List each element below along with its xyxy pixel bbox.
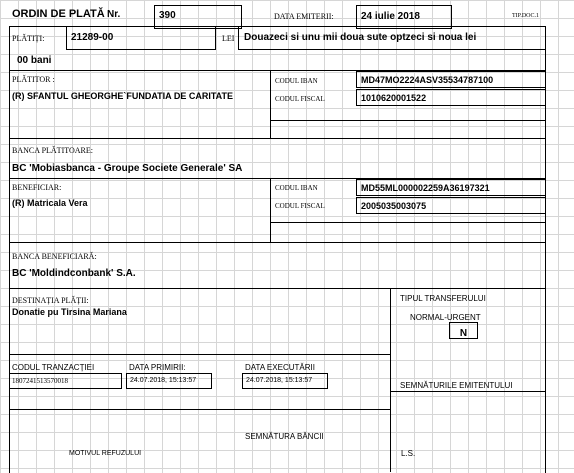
transfer-code-box <box>449 322 478 339</box>
number-value: 390 <box>159 10 176 21</box>
beneficiary-label: BENEFICIAR: <box>12 183 62 192</box>
divider <box>270 178 271 242</box>
document-title: ORDIN DE PLATĂ <box>12 8 105 20</box>
received-date-value: 24.07.2018, 15:13:57 <box>130 377 197 384</box>
amount-words-line1: Douazeci si unu mii doua sute optzeci si noua lei <box>244 32 477 43</box>
executed-date-label: DATA EXECUTĂRII <box>245 363 315 372</box>
transaction-code-box <box>9 373 122 389</box>
payer-bank-label: BANCA PLĂTITOARE: <box>12 146 93 155</box>
divider <box>9 354 390 355</box>
amount-box <box>66 26 216 50</box>
payer-bank-name: BC 'Mobiasbanca - Groupe Societe Generale' SA <box>12 163 243 174</box>
amount-words-box <box>238 26 546 50</box>
payer-iban-label: CODUL IBAN <box>275 77 318 85</box>
beneficiary-name: (R) Matricala Vera <box>12 198 88 208</box>
transfer-type-value: NORMAL-URGENT <box>410 313 481 322</box>
beneficiary-fiscal-box <box>356 197 546 214</box>
divider <box>390 288 391 472</box>
payer-label: PLĂTITOR : <box>12 75 55 84</box>
payer-fiscal-box <box>356 89 546 106</box>
beneficiary-bank-name: BC 'Moldindconbank' S.A. <box>12 268 136 279</box>
transaction-code-label: CODUL TRANZACȚIEI <box>12 363 95 372</box>
refusal-reason-label: MOTIVUL REFUZULUI <box>69 450 142 457</box>
divider <box>270 120 546 121</box>
payer-fiscal-value: 1010620001522 <box>361 93 427 103</box>
payer-iban-box <box>356 71 546 88</box>
beneficiary-fiscal-label: CODUL FISCAL <box>275 202 325 210</box>
transaction-code-value: 1807241513570018 <box>12 377 68 385</box>
transfer-type-label: TIPUL TRANSFERULUI <box>400 294 486 303</box>
number-label: Nr. <box>107 9 121 20</box>
divider <box>9 242 546 243</box>
beneficiary-iban-value: MD55ML000002259A36197321 <box>361 183 490 193</box>
executed-date-box <box>242 373 328 389</box>
received-date-box <box>126 373 212 389</box>
transfer-code-value: N <box>459 328 468 339</box>
divider <box>270 222 546 223</box>
payer-fiscal-label: CODUL FISCAL <box>275 95 325 103</box>
bank-signature-label: SEMNĂTURA BĂNCII <box>245 432 324 441</box>
issuer-signatures-label: SEMNĂTURILE EMITENTULUI <box>400 381 513 390</box>
purpose-label: DESTINAȚIA PLĂȚII: <box>12 296 89 305</box>
received-date-label: DATA PRIMIRII: <box>129 363 186 372</box>
purpose-text: Donatie pu Tirsina Mariana <box>12 307 127 317</box>
divider <box>9 138 546 139</box>
divider <box>9 288 546 289</box>
executed-date-value: 24.07.2018, 15:13:57 <box>246 377 313 384</box>
amount-label: PLĂTIȚI: <box>12 34 45 43</box>
doc-type-code: TIP.DOC.1 <box>512 13 540 19</box>
beneficiary-fiscal-value: 2005035003075 <box>361 201 427 211</box>
emission-date-label: DATA EMITERII: <box>274 12 334 21</box>
currency-label: LEI <box>222 34 235 43</box>
beneficiary-iban-label: CODUL IBAN <box>275 184 318 192</box>
beneficiary-iban-box <box>356 179 546 196</box>
payer-iban-value: MD47MO2224ASV35534787100 <box>361 75 494 85</box>
amount-words-line2: 00 bani <box>17 55 52 66</box>
payer-name: (R) SFANTUL GHEORGHE`FUNDATIA DE CARITATE <box>12 91 233 101</box>
beneficiary-bank-label: BANCA BENEFICIARĂ: <box>12 252 97 261</box>
stamp-label: L.S. <box>401 449 416 458</box>
emission-date-value: 24 iulie 2018 <box>361 11 420 22</box>
divider <box>390 391 546 392</box>
divider <box>270 70 271 138</box>
amount-value: 21289-00 <box>71 32 114 43</box>
divider <box>9 409 390 410</box>
